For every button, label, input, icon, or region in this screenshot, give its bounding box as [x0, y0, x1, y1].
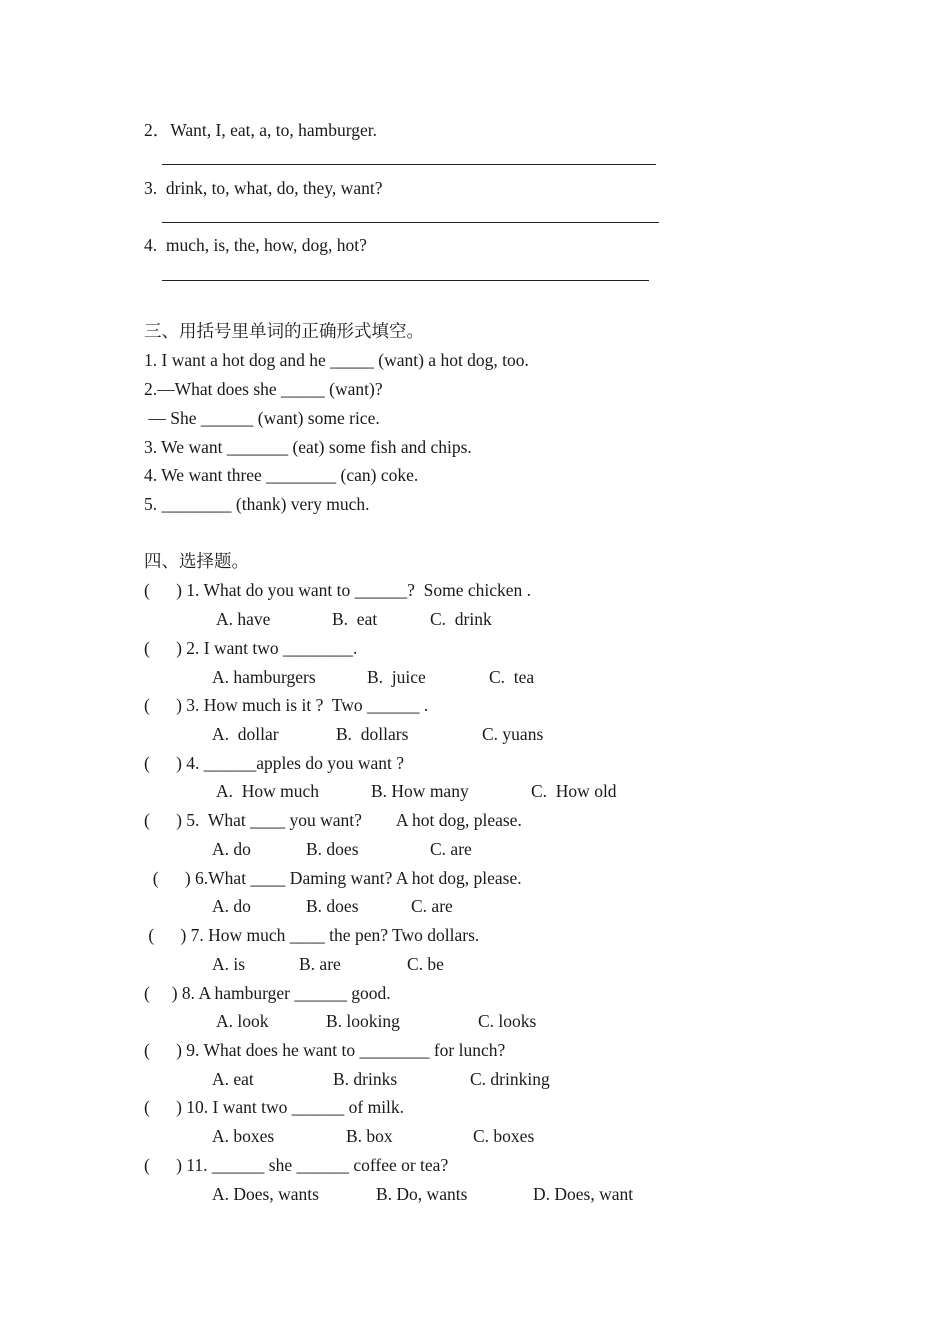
- option-b: B. does: [306, 839, 359, 859]
- option-d: D. Does, want: [533, 1184, 634, 1204]
- option-b: B. drinks: [333, 1069, 398, 1089]
- option-a: A. eat: [212, 1069, 254, 1089]
- question-11: ( ) 11. ______ she ______ coffee or tea?: [144, 1155, 449, 1175]
- fill-item: 4. We want three ________ (can) coke.: [144, 465, 419, 485]
- reorder-item-2: 2．Want, I, eat, a, to, hamburger.: [144, 120, 377, 140]
- option-b: B. box: [346, 1126, 393, 1146]
- fill-item: — She ______ (want) some rice.: [144, 408, 380, 428]
- option-c: C. are: [430, 839, 472, 859]
- option-c: C. boxes: [473, 1126, 535, 1146]
- option-a: A. is: [212, 954, 246, 974]
- fill-item: 3. We want _______ (eat) some fish and chips.: [144, 437, 472, 457]
- fill-item: 2.—What does she _____ (want)?: [144, 379, 383, 399]
- fill-item: 5. ________ (thank) very much.: [144, 494, 370, 514]
- option-a: A. hamburgers: [212, 667, 316, 687]
- fill-item: 1. I want a hot dog and he _____ (want) a hot dog, too.: [144, 350, 529, 370]
- option-b: B. are: [299, 954, 341, 974]
- option-c: C. drinking: [470, 1069, 550, 1089]
- option-a: A. dollar: [212, 724, 279, 744]
- option-b: B. looking: [326, 1011, 400, 1031]
- question-10: ( ) 10. I want two ______ of milk.: [144, 1097, 405, 1117]
- option-a: A. do: [212, 896, 251, 916]
- option-c: C. yuans: [482, 724, 544, 744]
- answer-line: [162, 164, 656, 165]
- option-c: C. are: [411, 896, 453, 916]
- option-c: C. drink: [430, 609, 492, 629]
- question-6: ( ) 6.What ____ Daming want? A hot dog, please.: [144, 868, 522, 888]
- option-b: B. dollars: [336, 724, 409, 744]
- option-a: A. How much: [216, 781, 320, 801]
- question-7: ( ) 7. How much ____ the pen? Two dollars.: [144, 925, 480, 945]
- option-b: B. eat: [332, 609, 378, 629]
- option-b: B. Do, wants: [376, 1184, 468, 1204]
- option-a: A. look: [216, 1011, 269, 1031]
- option-a: A. have: [216, 609, 271, 629]
- answer-line: [162, 222, 659, 223]
- option-b: B. How many: [371, 781, 469, 801]
- section-4-heading: 四、选择题。: [144, 551, 249, 571]
- option-a: A. do: [212, 839, 251, 859]
- option-b: B. juice: [367, 667, 426, 687]
- question-3: ( ) 3. How much is it ? Two ______ .: [144, 695, 429, 715]
- section-3-heading: 三、用括号里单词的正确形式填空。: [144, 321, 424, 341]
- question-5: ( ) 5. What ____ you want? A hot dog, please.: [144, 810, 522, 830]
- option-b: B. does: [306, 896, 359, 916]
- option-a: A. boxes: [212, 1126, 275, 1146]
- option-c: C. looks: [478, 1011, 537, 1031]
- question-2: ( ) 2. I want two ________.: [144, 638, 358, 658]
- option-c: C. be: [407, 954, 444, 974]
- question-8: ( ) 8. A hamburger ______ good.: [144, 983, 391, 1003]
- question-4: ( ) 4. ______apples do you want ?: [144, 753, 405, 773]
- reorder-item-4: 4. much, is, the, how, dog, hot?: [144, 235, 367, 255]
- question-9: ( ) 9. What does he want to ________ for lunch?: [144, 1040, 506, 1060]
- answer-line: [162, 280, 649, 281]
- option-a: A. Does, wants: [212, 1184, 319, 1204]
- option-c: C. How old: [531, 781, 617, 801]
- option-c: C. tea: [489, 667, 535, 687]
- reorder-item-3: 3. drink, to, what, do, they, want?: [144, 178, 383, 198]
- question-1: ( ) 1. What do you want to ______? Some chicken .: [144, 580, 532, 600]
